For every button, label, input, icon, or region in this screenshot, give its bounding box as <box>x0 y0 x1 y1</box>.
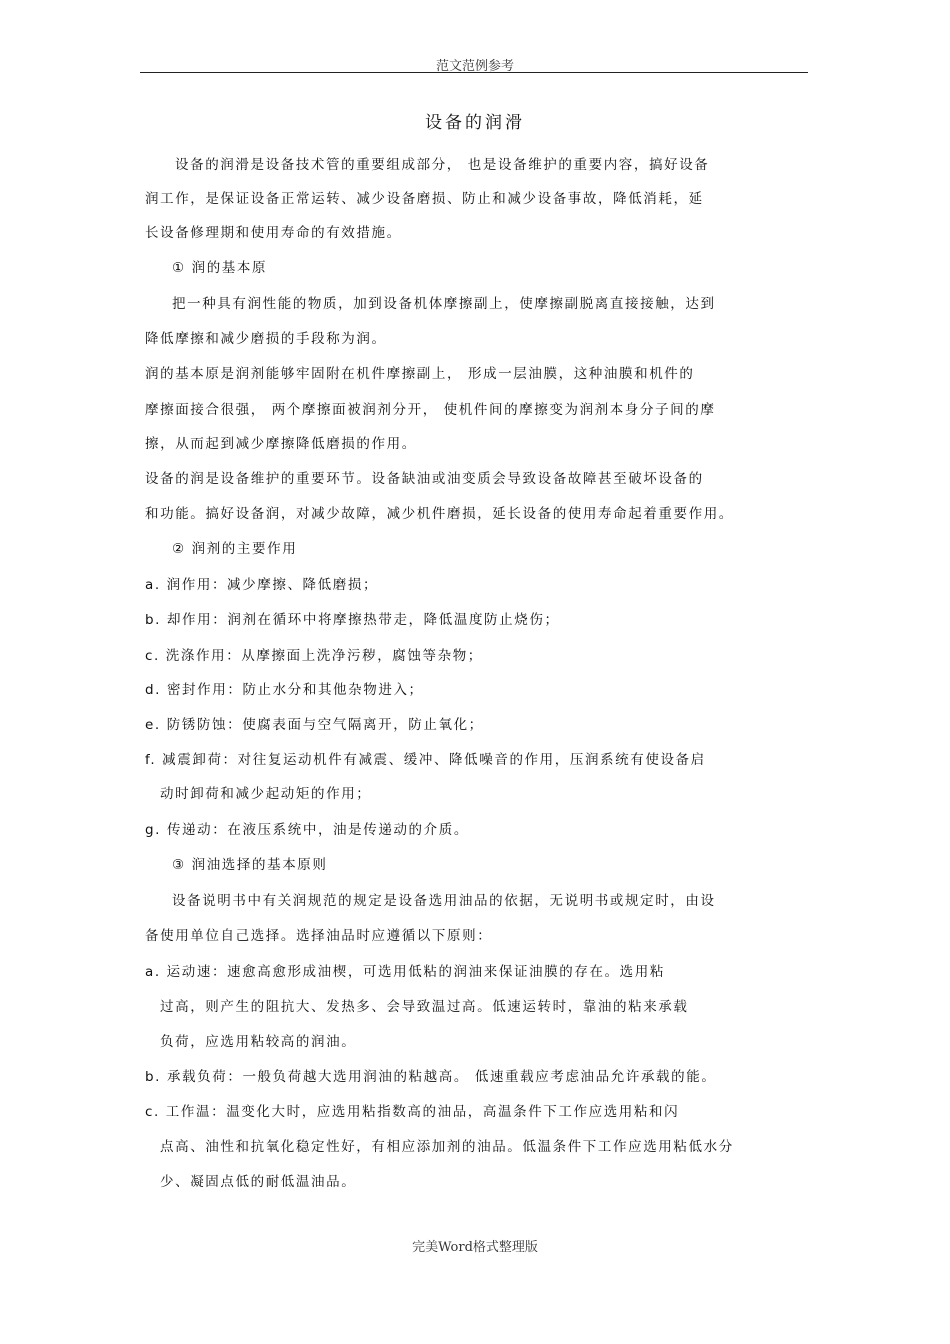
list-item: e. 防锈防蚀：使腐表面与空气隔离开，防止氧化； <box>145 717 484 733</box>
list-item: c. 工作温：温变化大时，应选用粘指数高的油品，高温条件下工作应选用粘和闪 <box>145 1104 680 1120</box>
document-title: 设备的润滑 <box>425 113 525 133</box>
intro-line: 设备的润滑是设备技术管的重要组成部分， 也是设备维护的重要内容，搞好设备 <box>175 157 710 173</box>
list-item: g. 传递动：在液压系统中，油是传递动的介质。 <box>145 822 469 838</box>
paragraph-line: 把一种具有润性能的物质，加到设备机体摩擦副上，使摩擦副脱离直接接触，达到 <box>172 296 716 312</box>
paragraph-line: 摩擦面接合很强， 两个摩擦面被润剂分开， 使机件间的摩擦变为润剂本身分子间的摩 <box>145 402 716 418</box>
paragraph-line: 擦，从而起到减少摩擦降低磨损的作用。 <box>145 436 417 452</box>
intro-line: 长设备修理期和使用寿命的有效措施。 <box>145 225 402 241</box>
section-heading-1: ① 润的基本原 <box>172 260 268 276</box>
list-item: b. 承载负荷：一般负荷越大选用润油的粘越高。 低速重载应考虑油品允许承载的能。 <box>145 1069 717 1085</box>
list-item: b. 却作用：润剂在循环中将摩擦热带走，降低温度防止烧伤； <box>145 612 560 628</box>
intro-line: 润工作，是保证设备正常运转、减少设备磨损、防止和减少设备事故，降低消耗，延 <box>145 191 704 207</box>
list-item-continuation: 少、凝固点低的耐低温油品。 <box>160 1174 357 1190</box>
list-item-continuation: 负荷，应选用粘较高的润油。 <box>160 1034 357 1050</box>
list-item: c. 洗涤作用：从摩擦面上洗净污秽，腐蚀等杂物； <box>145 648 483 664</box>
section-heading-3: ③ 润油选择的基本原则 <box>172 857 328 873</box>
list-item: a. 润作用：减少摩擦、降低磨损； <box>145 577 379 593</box>
list-item-continuation: 过高，则产生的阻抗大、发热多、会导致温过高。低速运转时，靠油的粘来承载 <box>160 999 689 1015</box>
paragraph-line: 备使用单位自己选择。选择油品时应遵循以下原则： <box>145 928 493 944</box>
paragraph-line: 润的基本原是润剂能够牢固附在机件摩擦副上， 形成一层油膜，这种油膜和机件的 <box>145 366 695 382</box>
list-item: f. 减震卸荷：对往复运动机件有减震、缓冲、降低噪音的作用，压润系统有使设备启 <box>145 752 706 768</box>
section-heading-2: ② 润剂的主要作用 <box>172 541 298 557</box>
paragraph-line: 设备说明书中有关润规范的规定是设备选用油品的依据，无说明书或规定时，由设 <box>172 893 716 909</box>
page-footer: 完美Word格式整理版 <box>412 1240 538 1255</box>
list-item: a. 运动速：速愈高愈形成油楔，可选用低粘的润油来保证油膜的存在。选用粘 <box>145 964 665 980</box>
paragraph-line: 和功能。搞好设备润，对减少故障，减少机件磨损，延长设备的使用寿命起着重要作用。 <box>145 506 734 522</box>
header-rule <box>140 72 808 73</box>
list-item-continuation: 动时卸荷和减少起动矩的作用； <box>160 786 372 802</box>
paragraph-line: 降低摩擦和减少磨损的手段称为润。 <box>145 331 387 347</box>
list-item: d. 密封作用：防止水分和其他杂物进入； <box>145 682 424 698</box>
paragraph-line: 设备的润是设备维护的重要环节。设备缺油或油变质会导致设备故障甚至破坏设备的 <box>145 471 704 487</box>
list-item-continuation: 点高、油性和抗氧化稳定性好，有相应添加剂的油品。低温条件下工作应选用粘低水分 <box>160 1139 734 1155</box>
page-header: 范文范例参考 <box>435 59 514 74</box>
